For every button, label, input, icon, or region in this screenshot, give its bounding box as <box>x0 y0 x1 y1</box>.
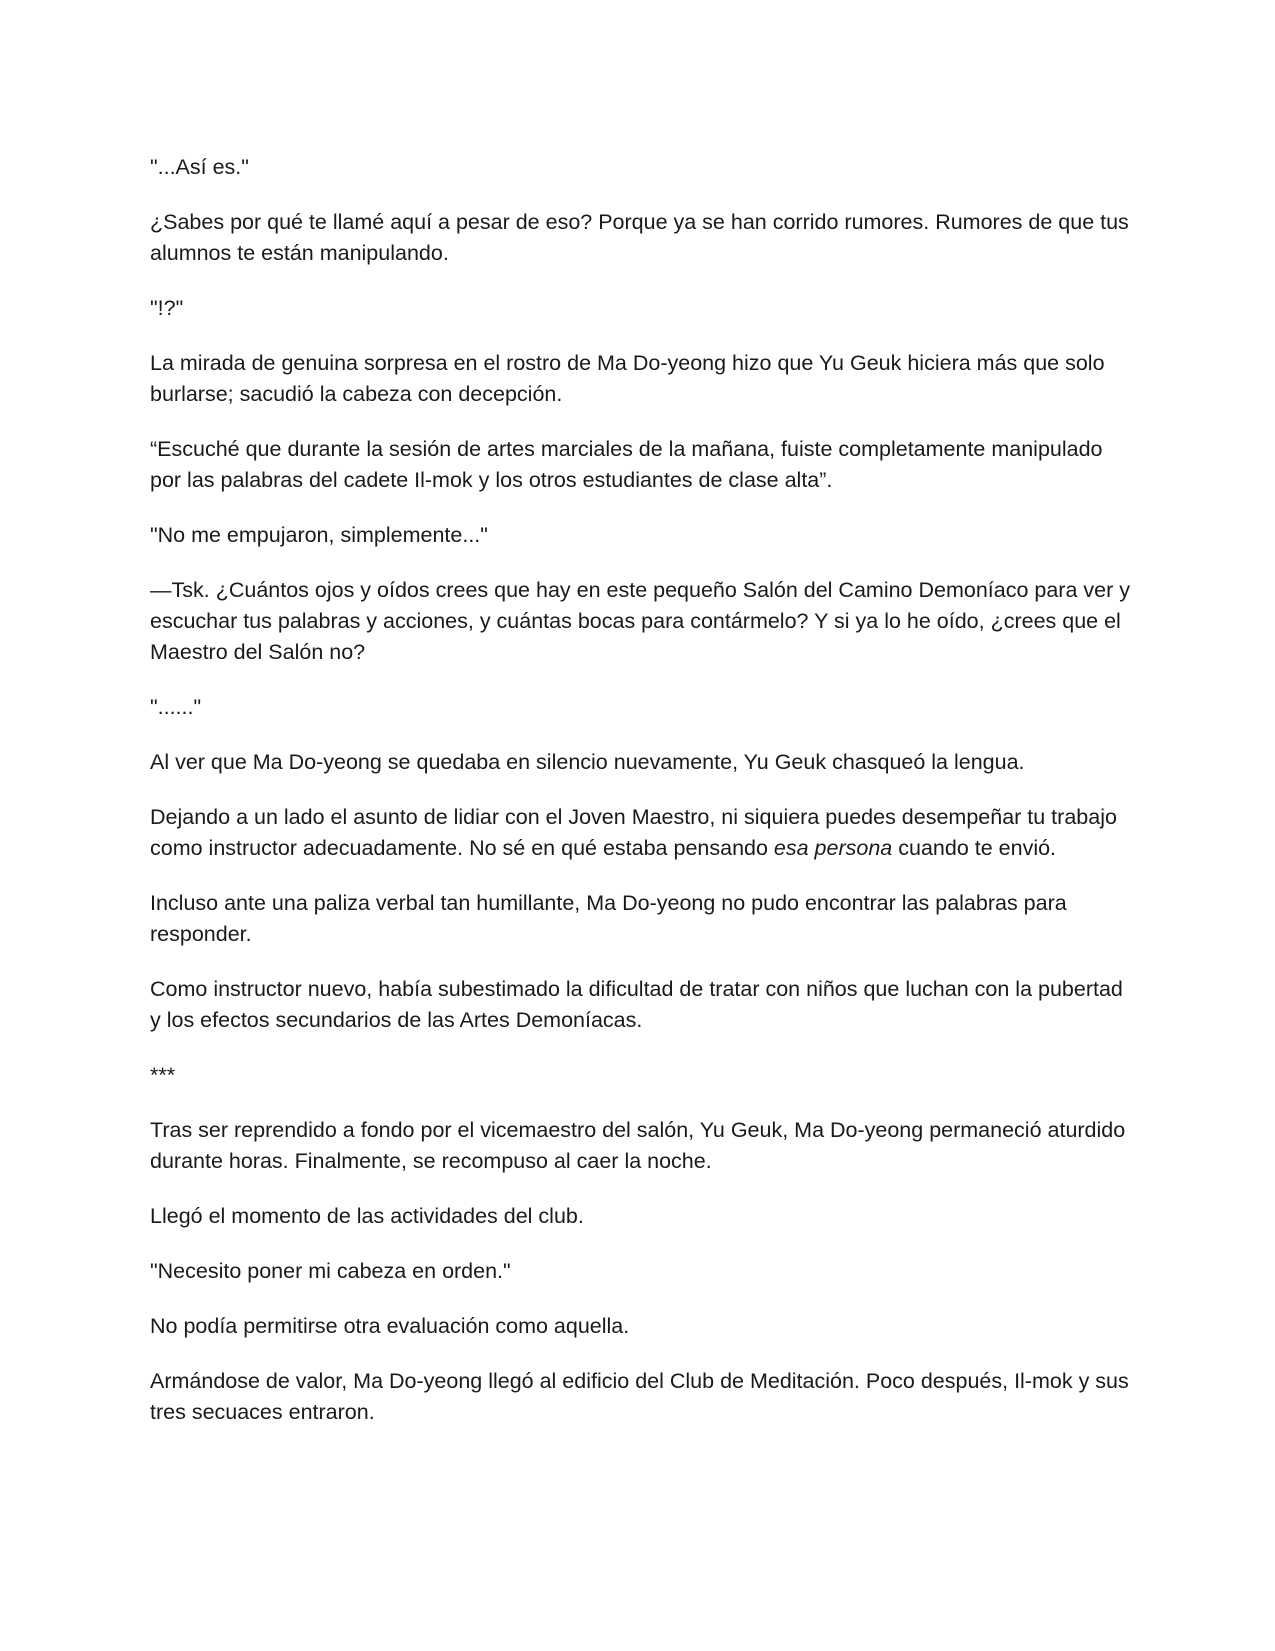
paragraph-7: —Tsk. ¿Cuántos ojos y oídos crees que hay en este pequeño Salón del Camino Demoníaco para ver y escuchar tus palabras y acciones, y cuántas bocas para contármelo? Y si ya lo he oído, ¿crees que el Maestro del Salón no? <box>150 578 1130 664</box>
paragraph-18: Armándose de valor, Ma Do-yeong llegó al edificio del Club de Meditación. Poco después, Il-mok y sus tres secuaces entraron. <box>150 1369 1129 1424</box>
paragraph-2: ¿Sabes por qué te llamé aquí a pesar de eso? Porque ya se han corrido rumores. Rumores de que tus alumnos te están manipulando. <box>150 210 1129 265</box>
paragraph-10-text-before: Dejando a un lado el asunto de lidiar con el Joven Maestro, ni siquiera puedes desempeñar tu trabajo como instructor adecuadamente. No sé en qué estaba pensando <box>150 805 1117 860</box>
paragraph-11: Incluso ante una paliza verbal tan humillante, Ma Do-yeong no pudo encontrar las palabras para responder. <box>150 891 1067 946</box>
scene-break: *** <box>150 1063 176 1087</box>
paragraph-10-text-after: cuando te envió. <box>892 836 1057 860</box>
paragraph-4: La mirada de genuina sorpresa en el rostro de Ma Do-yeong hizo que Yu Geuk hiciera más que solo burlarse; sacudió la cabeza con decepción. <box>150 351 1105 406</box>
paragraph-10-italic-text: esa persona <box>773 836 893 860</box>
paragraph-1: "...Así es." <box>150 155 249 179</box>
paragraph-14: Tras ser reprendido a fondo por el vicemaestro del salón, Yu Geuk, Ma Do-yeong permaneció aturdido durante horas. Finalmente, se recompuso al caer la noche. <box>150 1118 1126 1173</box>
paragraph-15: Llegó el momento de las actividades del club. <box>150 1204 584 1228</box>
paragraph-9: Al ver que Ma Do-yeong se quedaba en silencio nuevamente, Yu Geuk chasqueó la lengua. <box>150 750 1025 774</box>
paragraph-5: “Escuché que durante la sesión de artes marciales de la mañana, fuiste completamente manipulado por las palabras del cadete Il-mok y los otros estudiantes de clase alta”. <box>150 437 1103 492</box>
paragraph-3: "!?" <box>150 296 184 320</box>
paragraph-6: "No me empujaron, simplemente..." <box>150 523 488 547</box>
document-body <box>150 152 1130 1452</box>
paragraph-16: "Necesito poner mi cabeza en orden." <box>150 1259 511 1283</box>
paragraph-10 <box>150 802 1130 864</box>
paragraph-12: Como instructor nuevo, había subestimado la dificultad de tratar con niños que luchan con la pubertad y los efectos secundarios de las Artes Demoníacas. <box>150 977 1123 1032</box>
paragraph-8: "......" <box>150 695 202 719</box>
paragraph-17: No podía permitirse otra evaluación como aquella. <box>150 1314 630 1338</box>
